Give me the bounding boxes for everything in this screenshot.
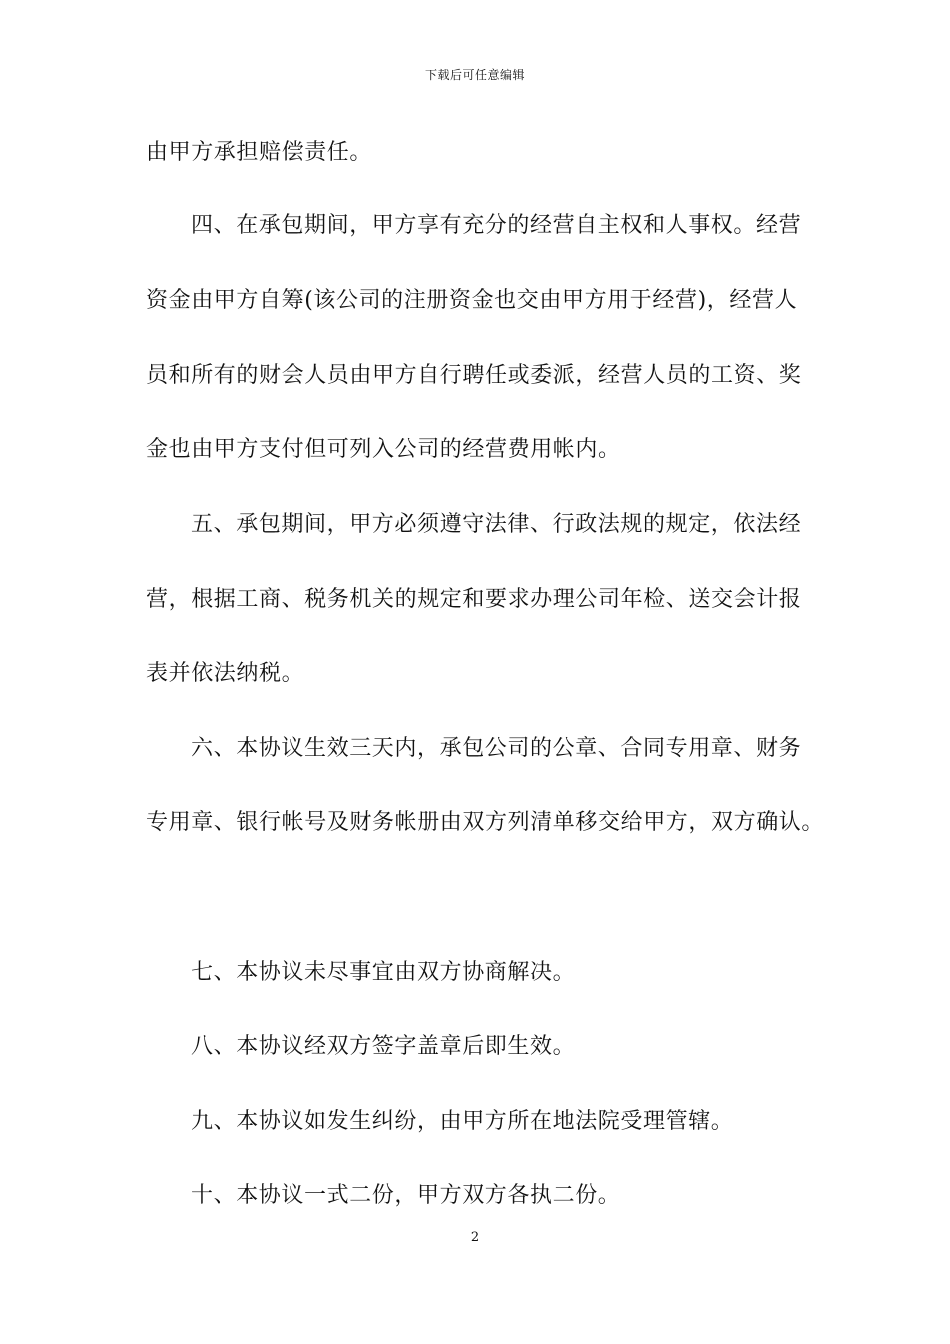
clause-6-line-2: 专用章、银行帐号及财务帐册由双方列清单移交给甲方，双方确认。 xyxy=(146,810,825,835)
page-number: 2 xyxy=(470,1230,480,1245)
clause-8: 八、本协议经双方签字盖章后即生效。 xyxy=(191,1034,576,1059)
text-line-1: 由甲方承担赔偿责任。 xyxy=(146,140,373,165)
clause-5-line-3: 表并依法纳税。 xyxy=(146,661,305,686)
clause-6-line-1: 六、本协议生效三天内，承包公司的公章、合同专用章、财务 xyxy=(191,736,802,761)
clause-4-line-4: 金也由甲方支付但可列入公司的经营费用帐内。 xyxy=(146,437,621,462)
clause-7: 七、本协议未尽事宜由双方协商解决。 xyxy=(191,960,576,985)
clause-4-line-2: 资金由甲方自筹(该公司的注册资金也交由甲方用于经营)，经营人 xyxy=(146,288,798,313)
clause-4-line-3: 员和所有的财会人员由甲方自行聘任或委派，经营人员的工资、奖 xyxy=(146,363,802,388)
clause-5-line-2: 营，根据工商、税务机关的规定和要求办理公司年检、送交会计报 xyxy=(146,587,802,612)
clause-9: 九、本协议如发生纠纷，由甲方所在地法院受理管辖。 xyxy=(191,1109,734,1134)
clause-10: 十、本协议一式二份，甲方双方各执二份。 xyxy=(191,1183,621,1208)
clause-5-line-1: 五、承包期间，甲方必须遵守法律、行政法规的规定，依法经 xyxy=(191,512,802,537)
header-note: 下载后可任意编辑 xyxy=(424,68,525,82)
clause-4-line-1: 四、在承包期间，甲方享有充分的经营自主权和人事权。经营 xyxy=(191,213,802,238)
